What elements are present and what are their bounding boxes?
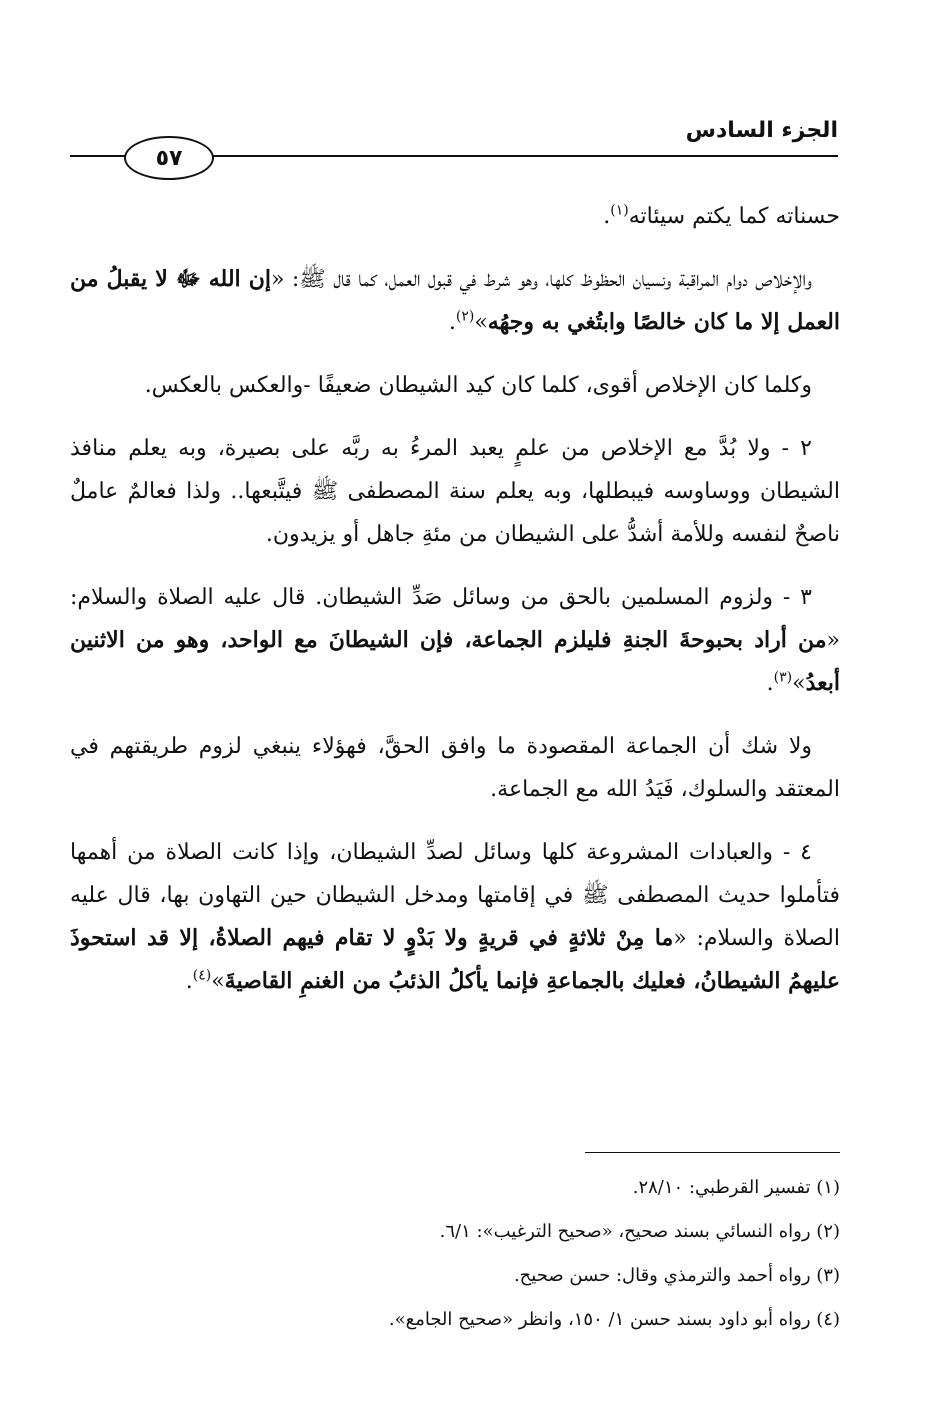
paragraph-text: والإخلاص دوام المراقبة ونسيان الحظوظ كلها، وهو شرط في قبول العمل، كما قال ﷺ: « — [270, 267, 812, 292]
paragraph-text: ٤ - والعبادات المشروعة كلها وسائل لصدِّ الشيطان، وإذا كانت الصلاة من أهمها فتأملوا حديث المصطفى ﷺ في إقامتها ومدخل الشيطان حين التهاون بها، قال عليه الصلاة والسلام: « — [70, 840, 841, 951]
paragraph-end: . — [603, 204, 611, 229]
footnotes — [70, 1166, 840, 1342]
paragraph-text: حسناته كما يكتم سيئاته — [628, 204, 840, 229]
paragraph-7 — [70, 831, 840, 1003]
footnote-2: (٢) رواه النسائي بسند صحيح، «صحيح الترغيب»: ٦/١. — [439, 1221, 840, 1242]
footnote-separator — [585, 1152, 840, 1153]
footnote-ref: (٣) — [773, 669, 793, 686]
hadith-quote: إن الله ﷻ لا يقبلُ من العمل إلا ما كان خالصًا وابتُغي به وجهُه — [70, 266, 840, 335]
paragraph-1 — [70, 195, 840, 238]
main-text — [70, 195, 840, 1023]
footnote-1: (١) تفسير القرطبي: ٢٨/١٠. — [632, 1177, 840, 1198]
quote-close: » — [211, 969, 225, 994]
paragraph-2 — [70, 258, 840, 344]
footnote-3: (٣) رواه أحمد والترمذي وقال: حسن صحيح. — [513, 1265, 840, 1286]
quote-close: » — [792, 671, 806, 696]
paragraph-5 — [70, 576, 840, 705]
hadith-quote: ما مِنْ ثلاثةٍ في قريةٍ ولا بَدْوٍ لا تقام فيهم الصلاةُ، إلا قد استحوذَ عليهمُ الشيطانُ، فعليك بالجماعةِ فإنما يأكلُ الذئبُ من الغنمِ القاصيةَ — [70, 925, 840, 994]
quote-close: » — [474, 310, 488, 335]
hadith-quote: من أراد بحبوحةَ الجنةِ فليلزم الجماعة، فإن الشيطانَ مع الواحد، وهو من الاثنين أبعدُ — [70, 627, 840, 696]
paragraph-end: . — [448, 310, 456, 335]
footnote-ref: (٢) — [455, 308, 475, 325]
paragraph-6: ولا شك أن الجماعة المقصودة ما وافق الحقَّ، فهؤلاء ينبغي لزوم طريقتهم في المعتقد والسلوك، فَيَدُ الله مع الجماعة. — [70, 734, 840, 802]
footnote-ref: (٤) — [192, 967, 212, 984]
paragraph-end: . — [766, 671, 774, 696]
footnote-4: (٤) رواه أبو داود بسند حسن ١/ ١٥٠، وانظر «صحيح الجامع». — [388, 1309, 840, 1330]
page-number: ٥٧ — [124, 136, 214, 180]
paragraph-4: ٢ - ولا بُدَّ مع الإخلاص من علمٍ يعبد المرءُ به ربَّه على بصيرة، وبه يعلم منافذ الشيطان ووساوسه فيبطلها، وبه يعلم سنة المصطفى ﷺ فيتَّبعها.. ولذا فعالمٌ عاملٌ ناصحٌ لنفسه وللأمة أشدُّ على الشيطان من مئةِ جاهل أو يزيدون. — [70, 436, 840, 547]
paragraph-end: . — [185, 969, 193, 994]
footnote-ref: (١) — [610, 202, 629, 219]
running-title: الجزء السادس — [685, 118, 838, 143]
paragraph-3: وكلما كان الإخلاص أقوى، كلما كان كيد الشيطان ضعيفًا -والعكس بالعكس. — [144, 373, 812, 398]
paragraph-text: ٣ - ولزوم المسلمين بالحق من وسائل صَدِّ الشيطان. قال عليه الصلاة والسلام: « — [70, 585, 840, 653]
